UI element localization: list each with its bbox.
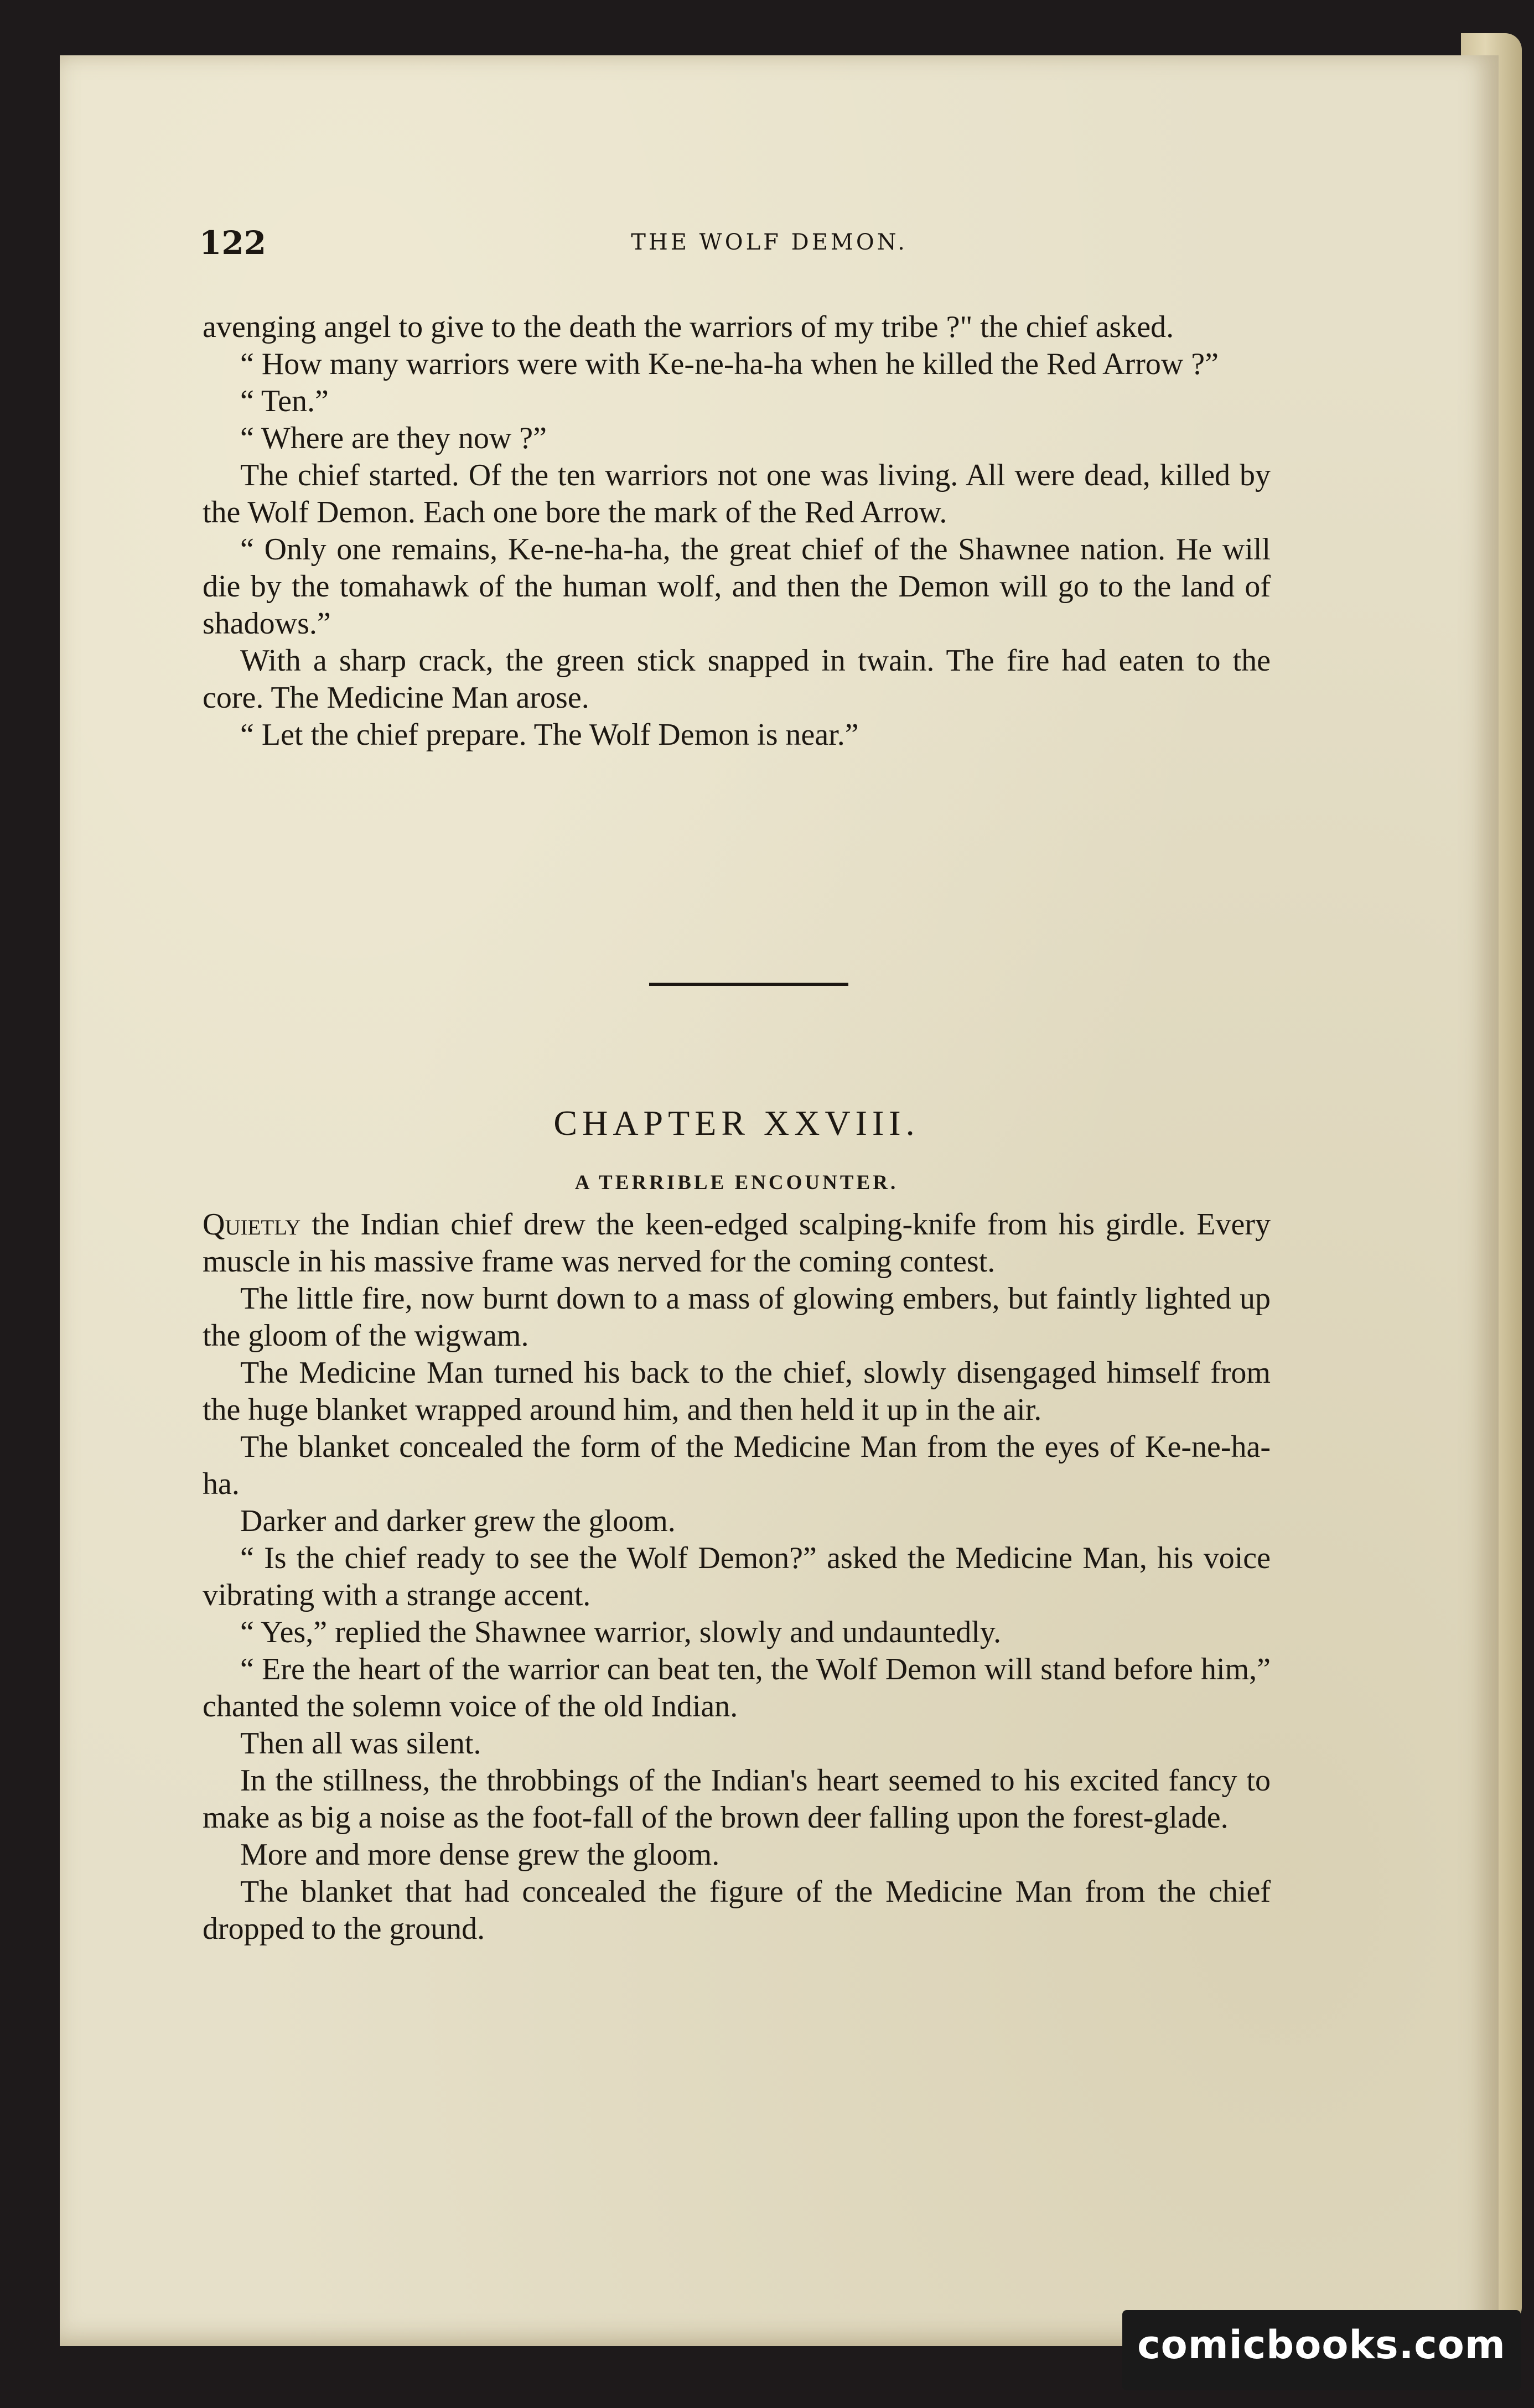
paragraph: The little fire, now burnt down to a mass of glowing embers, but faintly lighted up the gloom of the wigwam. — [203, 1281, 1271, 1353]
opening-word: Quietly — [203, 1207, 301, 1242]
watermark-text: comicbooks.com — [1137, 2322, 1506, 2368]
paragraph-opening — [203, 1206, 1271, 1280]
section-divider — [649, 983, 848, 986]
paragraph: “ Where are they now ?” — [240, 421, 547, 455]
chapter-heading: CHAPTER XXVIII. — [553, 1103, 920, 1143]
paragraph: The chief started. Of the ten warriors not one was living. All were dead, killed by the Wolf Demon. Each one bore the mark of the Red Arrow. — [203, 458, 1271, 530]
paragraph: With a sharp crack, the green stick snapped in twain. The fire had eaten to the core. The Medicine Man arose. — [203, 643, 1271, 715]
watermark — [1122, 2310, 1521, 2390]
chapter-subtitle: A TERRIBLE ENCOUNTER. — [574, 1171, 899, 1194]
paragraph: “ How many warriors were with Ke-ne-ha-ha when he killed the Red Arrow ?” — [240, 347, 1219, 381]
paragraph: The Medicine Man turned his back to the chief, slowly disengaged himself from the huge blanket wrapped around him, and then held it up in the air. — [203, 1356, 1271, 1427]
paragraph: “ Ere the heart of the warrior can beat ten, the Wolf Demon will stand before him,” chanted the solemn voice of the old Indian. — [203, 1652, 1271, 1724]
paragraph: The blanket concealed the form of the Medicine Man from the eyes of Ke-ne-ha-ha. — [203, 1430, 1271, 1501]
paragraph: “ Let the chief prepare. The Wolf Demon is near.” — [240, 718, 859, 752]
paragraph: “ Is the chief ready to see the Wolf Demon?” asked the Medicine Man, his voice vibrating with a strange accent. — [203, 1541, 1271, 1612]
page-number: 122 — [199, 224, 267, 262]
paragraph: “ Ten.” — [240, 384, 329, 418]
running-title: THE WOLF DEMON. — [631, 230, 908, 255]
paragraph: “ Yes,” replied the Shawnee warrior, slowly and undauntedly. — [240, 1615, 1002, 1649]
text-block-top — [203, 309, 1271, 754]
text-block-bottom — [203, 1206, 1271, 1948]
paragraph: In the stillness, the throbbings of the Indian's heart seemed to his excited fancy to make as big a noise as the foot-fall of the brown deer falling upon the forest-glade. — [203, 1763, 1271, 1835]
running-head — [199, 224, 1339, 268]
paragraph: More and more dense grew the gloom. — [240, 1838, 720, 1872]
opening-text: the Indian chief drew the keen-edged scalping-knife from his girdle. Every muscle in his massive frame was nerved for the coming contest. — [203, 1207, 1271, 1279]
paragraph: The blanket that had concealed the figure of the Medicine Man from the chief dropped to the ground. — [203, 1875, 1271, 1946]
paragraph: “ Only one remains, Ke-ne-ha-ha, the great chief of the Shawnee nation. He will die by the tomahawk of the human wolf, and then the Demon will go to the land of shadows.” — [203, 532, 1271, 641]
paragraph: Then all was silent. — [240, 1726, 481, 1761]
paragraph: Darker and darker grew the gloom. — [240, 1504, 676, 1538]
paragraph: avenging angel to give to the death the warriors of my tribe ?" the chief asked. — [203, 310, 1174, 344]
